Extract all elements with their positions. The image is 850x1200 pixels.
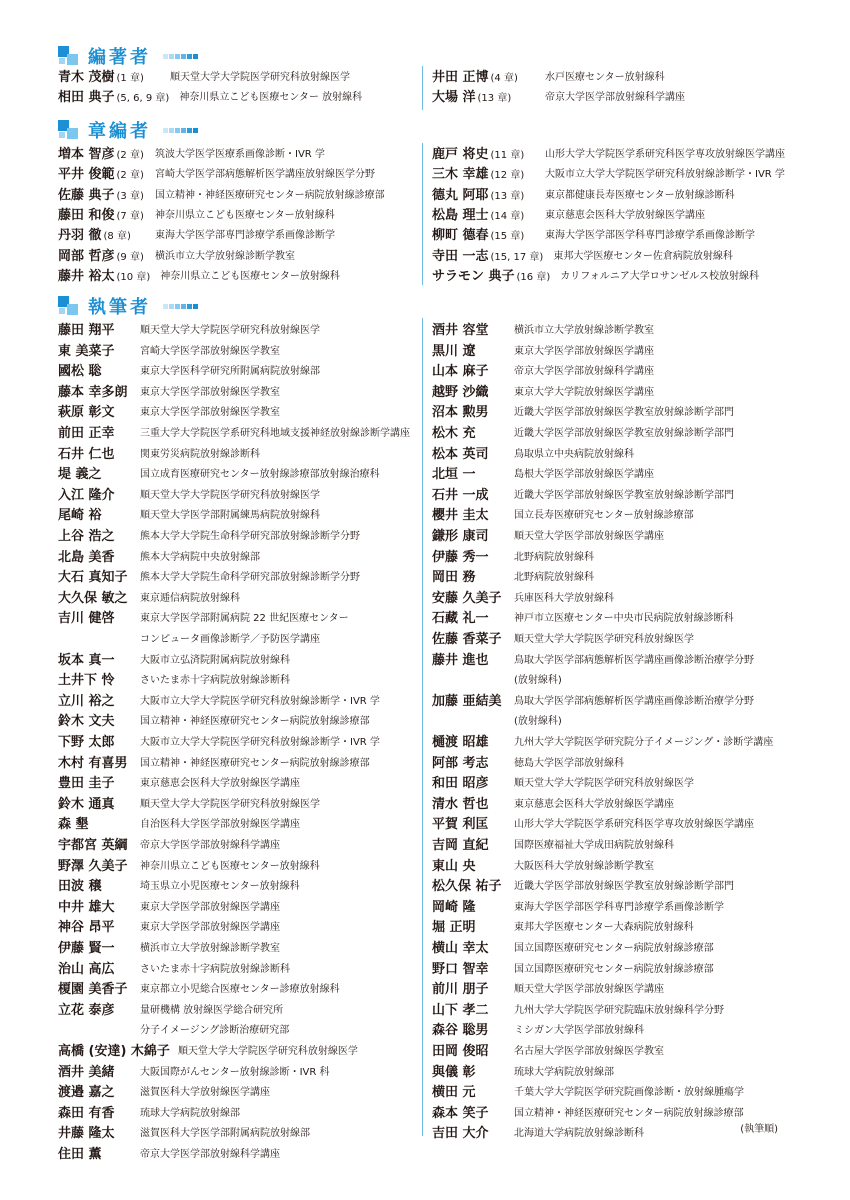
contributor-affiliation: 島根大学医学部放射線医学講座 [514,469,654,481]
chapter-label: (16 章) [516,271,551,283]
contributor-row [58,184,144,203]
contributor-affiliation: 神奈川県立こども医療センター放射線科 [140,860,320,872]
contributor-affiliation: 横浜市立大学放射線診断学教室 [140,943,280,954]
contributor-name: 平井 俊範 (2 章) [58,167,144,183]
section-title: 章編者 [88,121,151,142]
contributor-name: 青木 茂樹 (1 章) [58,70,144,85]
contributor-name: 高橋 (安達) 木綿子 [58,1044,170,1059]
contributor-name: 東 美菜子 [58,343,115,359]
contributor-affiliation: 東海大学医学部専門診療学系画像診断学 [155,230,335,242]
contributor-name: 宇都宮 英綱 [58,838,128,853]
contributor-affiliation: 筑波大学医学医療系画像診断・IVR 学 [155,149,325,160]
contributor-name: 松島 理士 (14 章) [432,207,525,223]
contributor-name: 加藤 亜結美 [432,693,502,709]
contributor-affiliation: 大阪国際がんセンター放射線診断・IVR 科 [140,1066,330,1078]
contributor-affiliation: 神奈川県立こども医療センター 放射線科 [179,92,363,104]
contributor-affiliation: 鳥取県立中央病院放射線科 [514,448,634,460]
contributor-name: 柳町 德春 (15 章) [432,228,525,244]
contributor-name: 清水 哲也 [432,796,489,812]
contributor-affiliation: 東京大学医学部放射線医学教室 [140,407,280,419]
contributor-name: 森田 有香 [58,1105,115,1121]
contributor-name: 井田 正博 (4 章) [432,70,518,85]
contributor-affiliation: 横浜市立大学放射線診断学教室 [155,250,295,262]
dot-pattern-icon [163,304,199,309]
chapter-label: (11 章) [490,150,525,161]
contributor-name: 岡部 哲彦 (9 章) [58,248,144,264]
contributor-name: 東山 央 [432,858,476,874]
contributor-affiliation: 国立精神・神経医療研究センター病院放射線診療部 [140,716,370,728]
contributor-row [432,66,518,85]
contributor-affiliation: 国立精神・神経医療研究センター病院放射線診療部 [140,757,370,769]
contributor-affiliation: 神奈川県立こども医療センター放射線科 [155,209,335,221]
contributor-name: 國松 聡 [58,364,102,380]
contributor-name: 櫻井 圭太 [432,508,489,524]
contributor-name: 治山 高広 [58,961,115,977]
contributor-affiliation: 順天堂大学大学院医学研究科放射線医学 [514,634,694,645]
contributor-affiliation: カリフォルニア大学ロサンゼルス校放射線科 [560,270,759,282]
contributor-name: 萩原 彰文 [58,405,115,421]
contributor-name: 石井 一成 [432,487,489,503]
contributor-affiliation: (放射線科) [514,716,562,728]
contributor-name: 増本 智彦 (2 章) [58,147,144,162]
contributor-affiliation: 九州大学大学院医学研究院臨床放射線科学分野 [514,1004,724,1016]
contributor-affiliation: 大阪医科大学放射線診断学教室 [514,860,654,872]
contributor-affiliation: 東京逓信病院放射線科 [140,592,240,604]
contributor-name: 松久保 祐子 [432,879,502,895]
contributor-affiliation: 東京大学医学部放射線医学教室 [140,386,280,398]
contributor-affiliation: 国立成育医療研究センター放射線診療部放射線治療科 [140,469,380,481]
contributor-name: 大石 真知子 [58,570,128,586]
blue-squares-icon [58,296,80,316]
contributor-name: 中井 雄大 [58,899,115,915]
contributor-row [432,163,524,182]
contributor-row [432,245,543,264]
contributor-name: 藤田 和俊 (7 章) [58,207,144,223]
contributor-row [58,204,144,223]
contributor-name: 吉川 健啓 [58,611,115,627]
contributor-name: 樋渡 昭雄 [432,735,489,750]
contributor-name: 神谷 昂平 [58,920,115,936]
contributor-affiliation: 帝京大学医学部放射線科学講座 [140,1149,280,1160]
contributor-name: 藤井 裕太 (10 章) [58,268,151,284]
contributor-name: 岡崎 隆 [432,899,476,915]
contributor-name: 相田 典子 (5, 6, 9 章) [58,90,170,106]
contributor-name: 伊藤 賢一 [58,941,115,956]
contributor-name: 木村 有喜男 [58,755,128,771]
contributor-affiliation: 近畿大学医学部放射線医学教室放射線診断学部門 [514,428,734,439]
blue-squares-icon [58,120,80,140]
contributor-affiliation: 琉球大学病院放射線部 [140,1107,240,1119]
contributor-name: 鈴木 文夫 [58,714,115,730]
contributor-affiliation: 九州大学大学院医学研究院分子イメージング・診断学講座 [514,737,774,748]
contributor-name: 伊藤 秀一 [432,549,489,565]
column-divider [422,318,423,1136]
contributor-name: 森谷 聡男 [432,1023,489,1039]
contributor-affiliation: (放射線科) [514,675,562,687]
section-header-chapter-editors [58,117,199,143]
contributor-affiliation: 滋賀医科大学医学部附属病院放射線部 [140,1128,310,1140]
contributor-row [58,163,144,182]
contributor-affiliation: 東京都立小児総合医療センター診療放射線科 [140,984,340,996]
section-title: 執筆者 [88,297,151,318]
section-header-authors [58,293,199,319]
contributor-name: 德丸 阿耶 (13 章) [432,187,525,203]
contributor-name: 鎌形 康司 [432,529,489,544]
chapter-label: (3 章) [116,190,144,202]
section-title: 編著者 [88,47,151,68]
contributor-name: 藤本 幸多朗 [58,384,128,400]
contributor-name: 豊田 圭子 [58,776,115,792]
column-divider [422,66,423,110]
contributor-affiliation: 大阪市立大学大学院医学研究科放射線診断学・IVR 学 [140,737,380,748]
contributor-name: 野澤 久美子 [58,858,128,874]
contributor-name: 酒井 容堂 [432,323,489,338]
contributor-name: 寺田 一志 (15, 17 章) [432,248,544,264]
contributor-name: 立花 泰彦 [58,1002,115,1018]
contributor-name: 藤田 翔平 [58,323,115,338]
contributor-affiliation: 関東労災病院放射線診断科 [140,448,260,460]
contributor-name: 北島 美香 [58,549,115,565]
contributor-affiliation: 順天堂大学医学部附属練馬病院放射線科 [140,510,320,522]
contributor-affiliation: 順天堂大学医学部放射線医学講座 [514,531,664,542]
contributor-name: 渡邉 嘉之 [58,1085,115,1101]
contributor-affiliation: 神戸市立医療センター中央市民病院放射線診断科 [514,613,734,625]
chapter-label: (14 章) [490,210,525,222]
contributor-affiliation: 東海大学医学部医学科専門診療学系画像診断学 [514,901,724,913]
chapter-label: (12 章) [490,170,525,182]
chapter-label: (10 章) [116,271,151,283]
contributor-name: 井藤 隆太 [58,1126,115,1142]
contributor-affiliation: 北海道大学病院放射線診断科 [514,1128,644,1140]
contributor-affiliation: 国際医療福祉大学成田病院放射線科 [514,840,674,851]
contributor-name: 住田 薫 [58,1147,102,1162]
chapter-label: (1 章) [116,73,144,84]
contributor-name: 三木 幸雄 (12 章) [432,167,525,183]
contributor-affiliation: 名古屋大学医学部放射線医学教室 [514,1046,664,1057]
contributor-name: 野口 智幸 [432,961,489,977]
contributor-affiliation: コンピュータ画像診断学／予防医学講座 [140,634,320,645]
contributor-name: 尾崎 裕 [58,508,102,524]
contributor-row [58,66,144,85]
contributor-name: 佐藤 香菜子 [432,632,502,647]
contributor-affiliation: さいたま赤十字病院放射線診断科 [140,675,290,687]
contributor-name: 吉田 大介 [432,1126,489,1142]
order-note: (執筆順) [740,1124,778,1135]
contributor-name: 前川 朋子 [432,982,489,998]
contributor-affiliation: 近畿大学医学部放射線医学教室放射線診断学部門 [514,489,734,501]
contributor-affiliation: 埼玉県立小児医療センター放射線科 [140,881,300,893]
contributor-affiliation: 順天堂大学大学院医学研究科放射線医学 [140,489,320,501]
contributor-row [58,86,169,105]
contributor-affiliation: 東京大学医学部附属病院 22 世紀医療センター [140,613,349,625]
contributor-name: 田岡 俊昭 [432,1044,489,1059]
contributor-affiliation: 東邦大学医療センター大森病院放射線科 [514,922,694,934]
contributor-affiliation: 自治医科大学医学部放射線医学講座 [140,819,300,831]
contributor-affiliation: 鳥取大学医学部病態解析医学講座画像診断治療学分野 [514,695,754,707]
contributor-affiliation: ミシガン大学医学部放射線科 [514,1025,644,1037]
contributor-affiliation: 大阪市立大学大学院医学研究科放射線診断学・IVR 学 [545,169,785,181]
chapter-label: (8 章) [103,231,131,243]
contributor-affiliation: 国立長寿医療研究センター放射線診療部 [514,510,694,522]
contributor-affiliation: 順天堂大学医学部放射線医学講座 [514,984,664,996]
contributor-affiliation: 近畿大学医学部放射線医学教室放射線診断学部門 [514,881,734,893]
contributor-name: 入江 隆介 [58,487,115,503]
contributor-name: 立川 裕之 [58,693,115,709]
chapter-label: (13 章) [477,93,512,105]
contributor-affiliation: 東京大学医学部放射線医学講座 [140,901,280,913]
contributor-name: サラモン 典子 (16 章) [432,268,551,284]
contributor-name: 土井下 怜 [58,673,115,689]
contributor-name: 安藤 久美子 [432,590,502,606]
contributor-name: 山本 麻子 [432,364,489,380]
contributor-affiliation: 滋賀医科大学放射線医学講座 [140,1087,270,1099]
contributor-affiliation: 国立国際医療研究センター病院放射線診療部 [514,963,714,975]
contributor-affiliation: 宮崎大学医学部病態解析医学講座放射線医学分野 [155,169,375,181]
contributor-affiliation: 帝京大学医学部放射線科学講座 [545,92,685,104]
chapter-label: (9 章) [116,251,144,263]
contributor-affiliation: 分子イメージング診断治療研究部 [140,1025,290,1037]
chapter-label: (15, 17 章) [490,251,544,263]
contributor-name: 石井 仁也 [58,446,115,462]
contributor-affiliation: 東京都健康長寿医療センター放射線診断科 [545,189,735,201]
contributor-name: 酒井 美緒 [58,1064,115,1080]
contributor-name: 堀 正明 [432,920,476,936]
contributor-name: 上谷 浩之 [58,529,115,544]
contributor-affiliation: 東邦大学医療センター佐倉病院放射線科 [553,250,733,262]
contributor-affiliation: 量研機構 放射線医学総合研究所 [140,1004,284,1016]
contributor-name: 沼本 勲男 [432,405,489,421]
contributor-affiliation: 東京大学医学部放射線医学講座 [514,345,654,357]
contributor-row [432,224,524,243]
contributor-affiliation: 東京慈恵会医科大学放射線医学講座 [140,778,300,790]
contributor-name: 鹿戸 将史 (11 章) [432,147,525,162]
contributor-name: 和田 昭彦 [432,776,489,792]
contributor-name: 田波 穣 [58,879,102,895]
contributor-affiliation: 東京大学医科学研究所附属病院放射線部 [140,366,320,378]
contributor-affiliation: 神奈川県立こども医療センター放射線科 [160,270,340,282]
contributor-affiliation: 東海大学医学部医学科専門診療学系画像診断学 [545,230,755,242]
contributor-affiliation: 近畿大学医学部放射線医学教室放射線診断学部門 [514,407,734,419]
contributor-name: 坂本 真一 [58,652,115,668]
contributor-affiliation: 東京大学大学院放射線医学講座 [514,386,654,398]
contributor-affiliation: 琉球大学病院放射線部 [514,1066,614,1078]
contributor-name: 阿部 考志 [432,755,489,771]
contributor-affiliation: 順天堂大学大学院医学研究科放射線医学 [140,325,320,336]
contributor-name: 大場 洋 (13 章) [432,90,512,106]
contributor-name: 與儀 彰 [432,1064,476,1080]
contributor-affiliation: 山形大学大学院医学系研究科医学専攻放射線医学講座 [545,149,785,160]
chapter-label: (7 章) [116,210,144,222]
contributor-affiliation: 北野病院放射線科 [514,572,594,584]
contributor-affiliation: 北野病院放射線科 [514,551,594,563]
contributor-affiliation: 徳島大学医学部放射線科 [514,757,624,769]
contributor-name: 藤井 進也 [432,652,489,668]
contributor-name: 岡田 務 [432,570,476,586]
chapter-label: (4 章) [490,73,518,84]
contributor-name: 山下 孝二 [432,1002,489,1018]
contributor-name: 佐藤 典子 (3 章) [58,187,144,203]
chapter-label: (5, 6, 9 章) [116,93,170,105]
contributor-name: 越野 沙織 [432,384,489,400]
contributor-row [58,224,131,243]
contributor-row [432,265,550,284]
chapter-label: (2 章) [116,150,144,161]
contributor-row [58,143,144,162]
contributor-affiliation: 三重大学大学院医学系研究科地域支援神経放射線診断学講座 [140,428,410,439]
contributor-affiliation: 大阪市立弘済院附属病院放射線科 [140,654,290,666]
contributor-name: 北垣 一 [432,467,476,483]
contributor-affiliation: 順天堂大学大学院医学研究科放射線医学 [140,798,320,810]
contributor-name: 大久保 敏之 [58,590,128,606]
contributor-affiliation: 熊本大学病院中央放射線部 [140,551,260,563]
contributor-affiliation: さいたま赤十字病院放射線診断科 [140,963,290,975]
dot-pattern-icon [163,128,199,133]
contributor-name: 吉岡 直紀 [432,838,489,853]
contributor-row [432,184,524,203]
contributor-affiliation: 山形大学大学院医学系研究科医学専攻放射線医学講座 [514,819,754,831]
contributor-row [432,143,524,162]
contributor-affiliation: 帝京大学医学部放射線科学講座 [514,366,654,378]
contributor-name: 横田 元 [432,1085,476,1101]
contributor-row [432,86,511,105]
contributor-affiliation: 順天堂大学大学院医学研究科放射線医学 [177,1046,358,1057]
contributor-affiliation: 鳥取大学医学部病態解析医学講座画像診断治療学分野 [514,654,754,666]
column-divider [422,143,423,285]
contributor-affiliation: 順天堂大学大学院医学研究科放射線医学 [170,72,350,83]
contributor-affiliation: 大阪市立大学大学院医学研究科放射線診断学・IVR 学 [140,695,380,707]
contributor-name: 下野 太郎 [58,735,115,750]
contributor-row [58,265,150,284]
contributor-name: 平賀 利匡 [432,817,489,833]
contributor-name: 横山 幸太 [432,941,489,956]
contributor-affiliation: 国立国際医療研究センター病院放射線診療部 [514,943,714,954]
blue-squares-icon [58,46,80,66]
contributor-affiliation: 横浜市立大学放射線診断学教室 [514,325,654,336]
contributor-name: 前田 正幸 [58,426,115,441]
contributor-affiliation: 宮崎大学医学部放射線医学教室 [140,345,280,357]
contributor-name: 榎園 美香子 [58,982,128,998]
contributor-affiliation: 東京大学医学部放射線医学講座 [140,922,280,934]
contributor-name: 松木 充 [432,426,476,441]
contributor-affiliation: 帝京大学医学部放射線科学講座 [140,840,280,851]
contributor-affiliation: 東京慈恵会医科大学放射線医学講座 [514,798,674,810]
contributor-name: 森 墾 [58,817,89,833]
contributor-name: 森本 笑子 [432,1105,489,1121]
contributor-row [58,245,144,264]
contributor-affiliation: 水戸医療センター放射線科 [545,72,665,83]
contributor-affiliation: 熊本大学大学院生命科学研究部放射線診断学分野 [140,531,360,542]
contributor-affiliation: 兵庫医科大学放射線科 [514,592,614,604]
dot-pattern-icon [163,54,199,59]
contributor-name: 鈴木 通真 [58,796,115,812]
contributor-affiliation: 熊本大学大学院生命科学研究部放射線診断学分野 [140,572,360,584]
contributor-affiliation: 順天堂大学大学院医学研究科放射線医学 [514,778,694,790]
contributor-affiliation: 東京慈恵会医科大学放射線医学講座 [545,209,705,221]
contributor-affiliation: 国立精神・神経医療研究センター病院放射線診療部 [514,1107,744,1119]
chapter-label: (15 章) [490,231,525,243]
contributor-name: 黒川 遼 [432,343,476,359]
contributor-affiliation: 国立精神・神経医療研究センター病院放射線診療部 [155,189,385,201]
contributor-name: 松本 英司 [432,446,489,462]
chapter-label: (2 章) [116,170,144,182]
contributor-affiliation: 千葉大学大学院医学研究院画像診断・放射線腫瘍学 [514,1087,744,1099]
contributor-name: 堤 義之 [58,467,102,483]
contributor-name: 石藏 礼一 [432,611,489,627]
contributor-name: 丹羽 徹 (8 章) [58,228,131,244]
chapter-label: (13 章) [490,190,525,202]
contributor-row [432,204,524,223]
